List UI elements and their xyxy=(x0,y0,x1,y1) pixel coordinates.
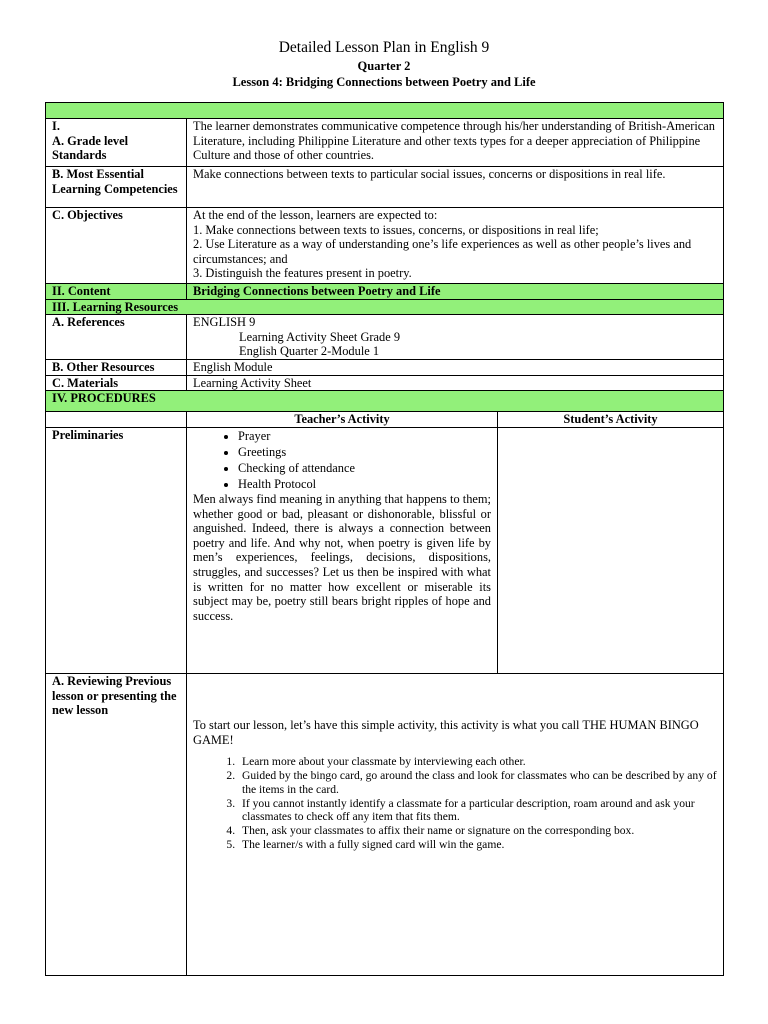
lesson-plan-table xyxy=(45,102,724,976)
list-item: 5. The learner/s with a fully signed card will win the game. xyxy=(238,838,717,852)
reviewing-content xyxy=(187,673,724,975)
content-label: II. Content xyxy=(46,284,187,300)
list-item: 4. Then, ask your classmates to affix their name or signature on the corresponding box. xyxy=(238,824,717,838)
student-activity-header: Student’s Activity xyxy=(498,412,724,428)
reference-item: Learning Activity Sheet Grade 9 xyxy=(239,329,401,344)
document-title: Detailed Lesson Plan in English 9 xyxy=(278,39,490,56)
content-row xyxy=(46,284,724,300)
reference-item: English Quarter 2-Module 1 xyxy=(239,344,380,359)
objective-item: 2. Use Literature as a way of understanding one’s life experiences as well as other people’s lives and circumstances; and xyxy=(193,237,692,266)
competencies-label: B. Most Essential Learning Competencies xyxy=(46,167,187,208)
preliminaries-label: Preliminaries xyxy=(46,427,187,673)
grade-level-row xyxy=(46,119,724,167)
reference-item: ENGLISH 9 xyxy=(193,315,256,330)
top-green-bar xyxy=(46,103,724,119)
materials-row xyxy=(46,375,724,391)
objectives-content xyxy=(187,208,724,284)
competencies-row xyxy=(46,167,724,208)
grade-level-label: I. A. Grade level Standards xyxy=(46,119,187,167)
procedures-row xyxy=(46,391,724,412)
activity-header-empty xyxy=(46,412,187,428)
lesson-title: Lesson 4: Bridging Connections between Poetry and Life xyxy=(232,75,536,89)
materials-text: Learning Activity Sheet xyxy=(187,375,724,391)
list-item: • Prayer xyxy=(238,428,491,444)
list-item: 1. Learn more about your classmate by interviewing each other. xyxy=(238,755,717,769)
teacher-activity-header: Teacher’s Activity xyxy=(187,412,498,428)
content-text: Bridging Connections between Poetry and Life xyxy=(187,284,724,300)
objectives-intro: At the end of the lesson, learners are expected to: xyxy=(193,208,438,222)
objective-item: 3. Distinguish the features present in poetry. xyxy=(193,266,412,281)
reviewing-label: A. Reviewing Previous lesson or presenting the new lesson xyxy=(46,673,187,975)
list-item: 2. Guided by the bingo card, go around the class and look for classmates who can be described by any of the items in the card. xyxy=(238,769,717,797)
learning-resources-row xyxy=(46,299,724,315)
list-item: • Greetings xyxy=(238,444,491,460)
objective-item: 1. Make connections between texts to issues, concerns, or dispositions in real life; xyxy=(193,222,599,237)
objectives-row xyxy=(46,208,724,284)
other-resources-text: English Module xyxy=(187,360,724,376)
other-resources-row xyxy=(46,360,724,376)
grade-level-text: The learner demonstrates communicative competence through his/her understanding of British-American Literature, including Philippine Literature and other texts types for a deeper appreciation of Philippine Culture and those of other countries. xyxy=(187,119,724,167)
other-resources-label: B. Other Resources xyxy=(46,360,187,376)
quarter-label: Quarter 2 xyxy=(357,59,411,73)
preliminaries-student-content xyxy=(498,427,724,673)
list-item: 3. If you cannot instantly identify a classmate for a particular description, roam around and ask your classmates to check off any item that fits them. xyxy=(238,797,717,825)
learning-resources-label: III. Learning Resources xyxy=(46,299,724,315)
preliminaries-paragraph: Men always find meaning in anything that happens to them; whether good or bad, pleasant or dishonorable, blissful or anguished. Indeed, there is always a connection between poetry and life. And why not, when poetry is given life by men’s experiences, feelings, decisions, dispositions, struggles, and successes? Let us then be inspired with what is written for no matter how excellent or miserable its subject may be, poetry still bears bright ripples of hope and success. xyxy=(193,491,491,623)
competencies-text: Make connections between texts to particular social issues, concerns or dispositions in real life. xyxy=(187,167,724,208)
activity-header-row xyxy=(46,412,724,428)
references-row xyxy=(46,315,724,360)
references-label: A. References xyxy=(46,315,187,360)
list-item: • Checking of attendance xyxy=(238,460,491,476)
reviewing-intro: To start our lesson, let’s have this simple activity, this activity is what you call THE HUMAN BINGO GAME! xyxy=(193,717,699,747)
preliminaries-teacher-content xyxy=(187,427,498,673)
document-header xyxy=(0,38,768,90)
bingo-steps-list xyxy=(193,755,717,852)
preliminaries-row xyxy=(46,427,724,673)
objectives-label: C. Objectives xyxy=(46,208,187,284)
list-item: • Health Protocol xyxy=(238,476,491,492)
materials-label: C. Materials xyxy=(46,375,187,391)
reviewing-row xyxy=(46,673,724,975)
preliminaries-list xyxy=(193,428,491,492)
references-content xyxy=(187,315,724,360)
procedures-label: IV. PROCEDURES xyxy=(46,391,724,412)
